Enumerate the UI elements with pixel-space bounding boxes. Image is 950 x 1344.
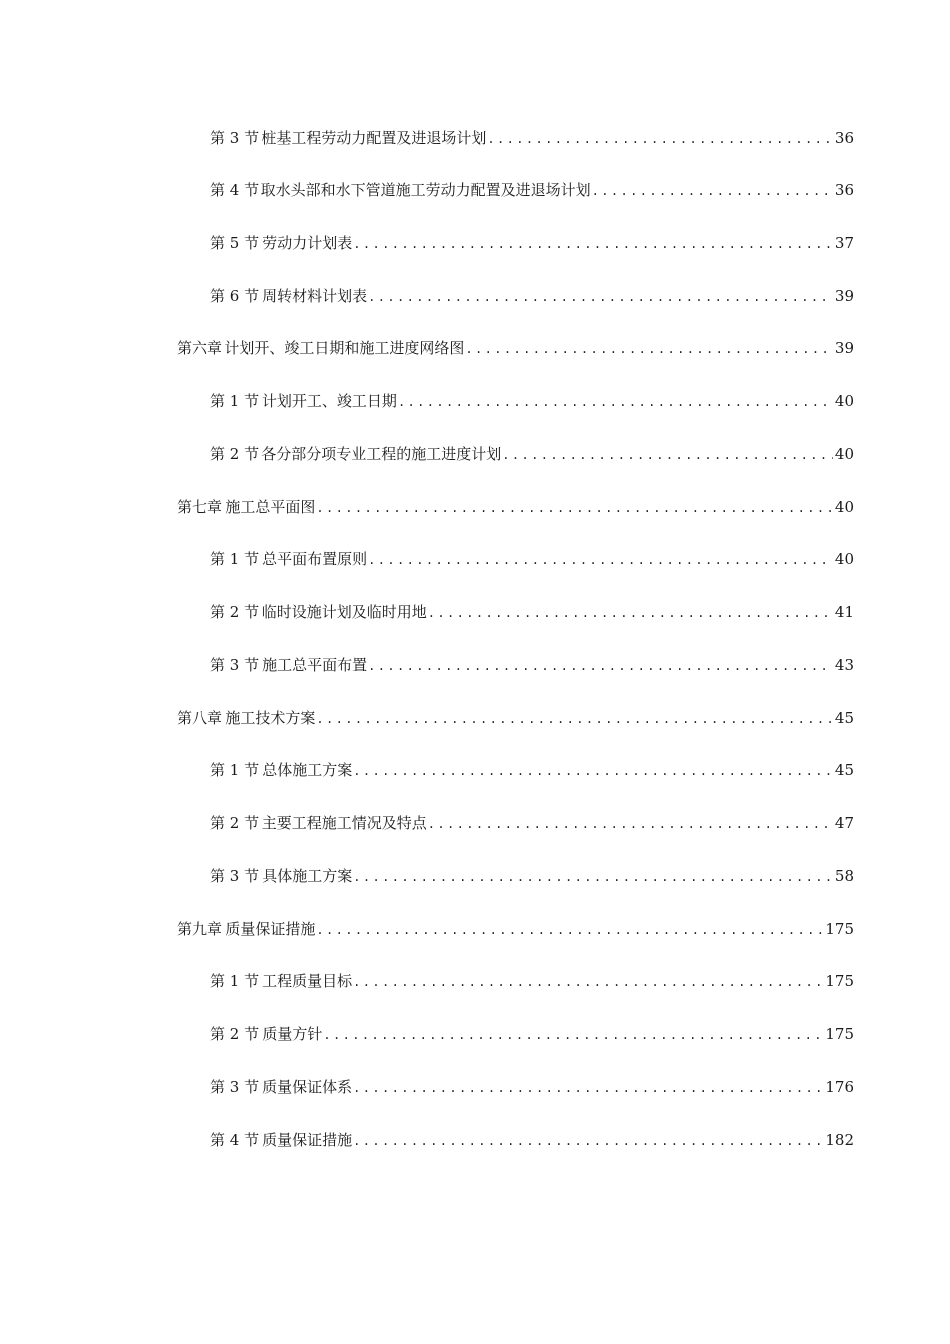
toc-entry[interactable] (210, 760, 854, 780)
entry-number: 第 1 节 (210, 972, 260, 990)
entry-number: 第 5 节 (210, 234, 260, 252)
entry-title: 计划开工、竣工日期 (261, 392, 397, 410)
dot-leader (353, 234, 833, 254)
toc-entry[interactable] (210, 1130, 854, 1150)
dot-leader (465, 339, 832, 359)
toc-entry[interactable] (210, 971, 854, 991)
dot-leader (353, 761, 833, 781)
entry-number: 第 2 节 (210, 445, 260, 463)
entry-title: 质量保证体系 (262, 1078, 353, 1096)
entry-number: 第 4 节 (210, 1131, 260, 1149)
entry-page-number: 37 (834, 234, 854, 252)
entry-title: 质量保证措施 (225, 920, 316, 938)
entry-page-number: 36 (834, 181, 854, 199)
entry-title: 总平面布置原则 (262, 550, 368, 568)
toc-entry[interactable] (177, 919, 854, 939)
dot-leader (428, 603, 833, 623)
entry-title: 取水头部和水下管道施工劳动力配置及进退场计划 (260, 181, 591, 199)
dot-leader (368, 656, 833, 676)
entry-page-number: 175 (825, 972, 854, 990)
dot-leader (368, 550, 833, 570)
dot-leader (502, 445, 833, 465)
entry-number: 第 6 节 (210, 287, 260, 305)
dot-leader (353, 972, 823, 992)
entry-number: 第 2 节 (210, 814, 260, 832)
entry-title: 各分部分项专业工程的施工进度计划 (261, 445, 502, 463)
dot-leader (398, 392, 833, 412)
dot-leader (316, 498, 833, 518)
entry-title: 劳动力计划表 (262, 234, 353, 252)
dot-leader (353, 867, 833, 887)
toc-entry[interactable] (210, 233, 854, 253)
dot-leader (316, 920, 823, 940)
entry-page-number: 36 (834, 129, 854, 147)
entry-title: 质量保证措施 (262, 1131, 353, 1149)
entry-number: 第 2 节 (210, 603, 260, 621)
entry-title: 总体施工方案 (262, 761, 353, 779)
toc-entry[interactable] (210, 391, 854, 411)
entry-number: 第 3 节 (210, 129, 260, 147)
dot-leader (353, 1131, 823, 1151)
dot-leader (487, 129, 833, 149)
toc-entry[interactable] (177, 708, 854, 728)
toc-entry[interactable] (210, 866, 854, 886)
entry-title: 计划开、竣工日期和施工进度网络图 (224, 339, 465, 357)
toc-entry[interactable] (210, 549, 854, 569)
dot-leader (353, 1078, 823, 1098)
entry-page-number: 176 (825, 1078, 854, 1096)
dot-leader (368, 287, 833, 307)
toc-entry[interactable] (177, 338, 854, 358)
toc-entry[interactable] (210, 655, 854, 675)
entry-page-number: 39 (834, 339, 854, 357)
entry-title: 周转材料计划表 (262, 287, 368, 305)
dot-leader (428, 814, 833, 834)
entry-page-number: 40 (834, 498, 854, 516)
entry-number: 第 1 节 (210, 550, 260, 568)
entry-number: 第 1 节 (210, 392, 260, 410)
toc-entry[interactable] (177, 497, 854, 517)
toc-entry[interactable] (210, 180, 854, 200)
entry-title: 施工总平面图 (225, 498, 316, 516)
entry-number: 第七章 (177, 498, 223, 516)
entry-title: 质量方针 (262, 1025, 323, 1043)
entry-title: 具体施工方案 (262, 867, 353, 885)
entry-page-number: 45 (834, 709, 854, 727)
entry-number: 第 3 节 (210, 1078, 260, 1096)
entry-number: 第 4 节 (210, 181, 260, 199)
entry-number: 第 2 节 (210, 1025, 260, 1043)
entry-page-number: 47 (834, 814, 854, 832)
dot-leader (592, 181, 833, 201)
entry-title: 临时设施计划及临时用地 (261, 603, 427, 621)
entry-page-number: 40 (834, 445, 854, 463)
entry-number: 第 1 节 (210, 761, 260, 779)
toc-entry[interactable] (210, 128, 854, 148)
entry-page-number: 58 (834, 867, 854, 885)
toc-entry[interactable] (210, 444, 854, 464)
entry-title: 工程质量目标 (262, 972, 353, 990)
entry-page-number: 45 (834, 761, 854, 779)
entry-page-number: 39 (834, 287, 854, 305)
entry-page-number: 40 (834, 550, 854, 568)
entry-page-number: 43 (834, 656, 854, 674)
toc-entry[interactable] (210, 1077, 854, 1097)
entry-number: 第六章 (177, 339, 223, 357)
entry-number: 第 3 节 (210, 656, 260, 674)
toc-entry[interactable] (210, 1024, 854, 1044)
entry-number: 第九章 (177, 920, 223, 938)
entry-page-number: 175 (825, 1025, 854, 1043)
entry-title: 主要工程施工情况及特点 (261, 814, 427, 832)
dot-leader (323, 1025, 823, 1045)
entry-number: 第 3 节 (210, 867, 260, 885)
entry-page-number: 175 (825, 920, 854, 938)
toc-entry[interactable] (210, 813, 854, 833)
toc-entry[interactable] (210, 602, 854, 622)
entry-number: 第八章 (177, 709, 223, 727)
entry-title: 施工技术方案 (225, 709, 316, 727)
entry-page-number: 40 (834, 392, 854, 410)
toc-entry[interactable] (210, 286, 854, 306)
entry-page-number: 182 (825, 1131, 854, 1149)
entry-title: 施工总平面布置 (262, 656, 368, 674)
entry-page-number: 41 (834, 603, 854, 621)
entry-title: 桩基工程劳动力配置及进退场计划 (261, 129, 487, 147)
dot-leader (316, 709, 833, 729)
